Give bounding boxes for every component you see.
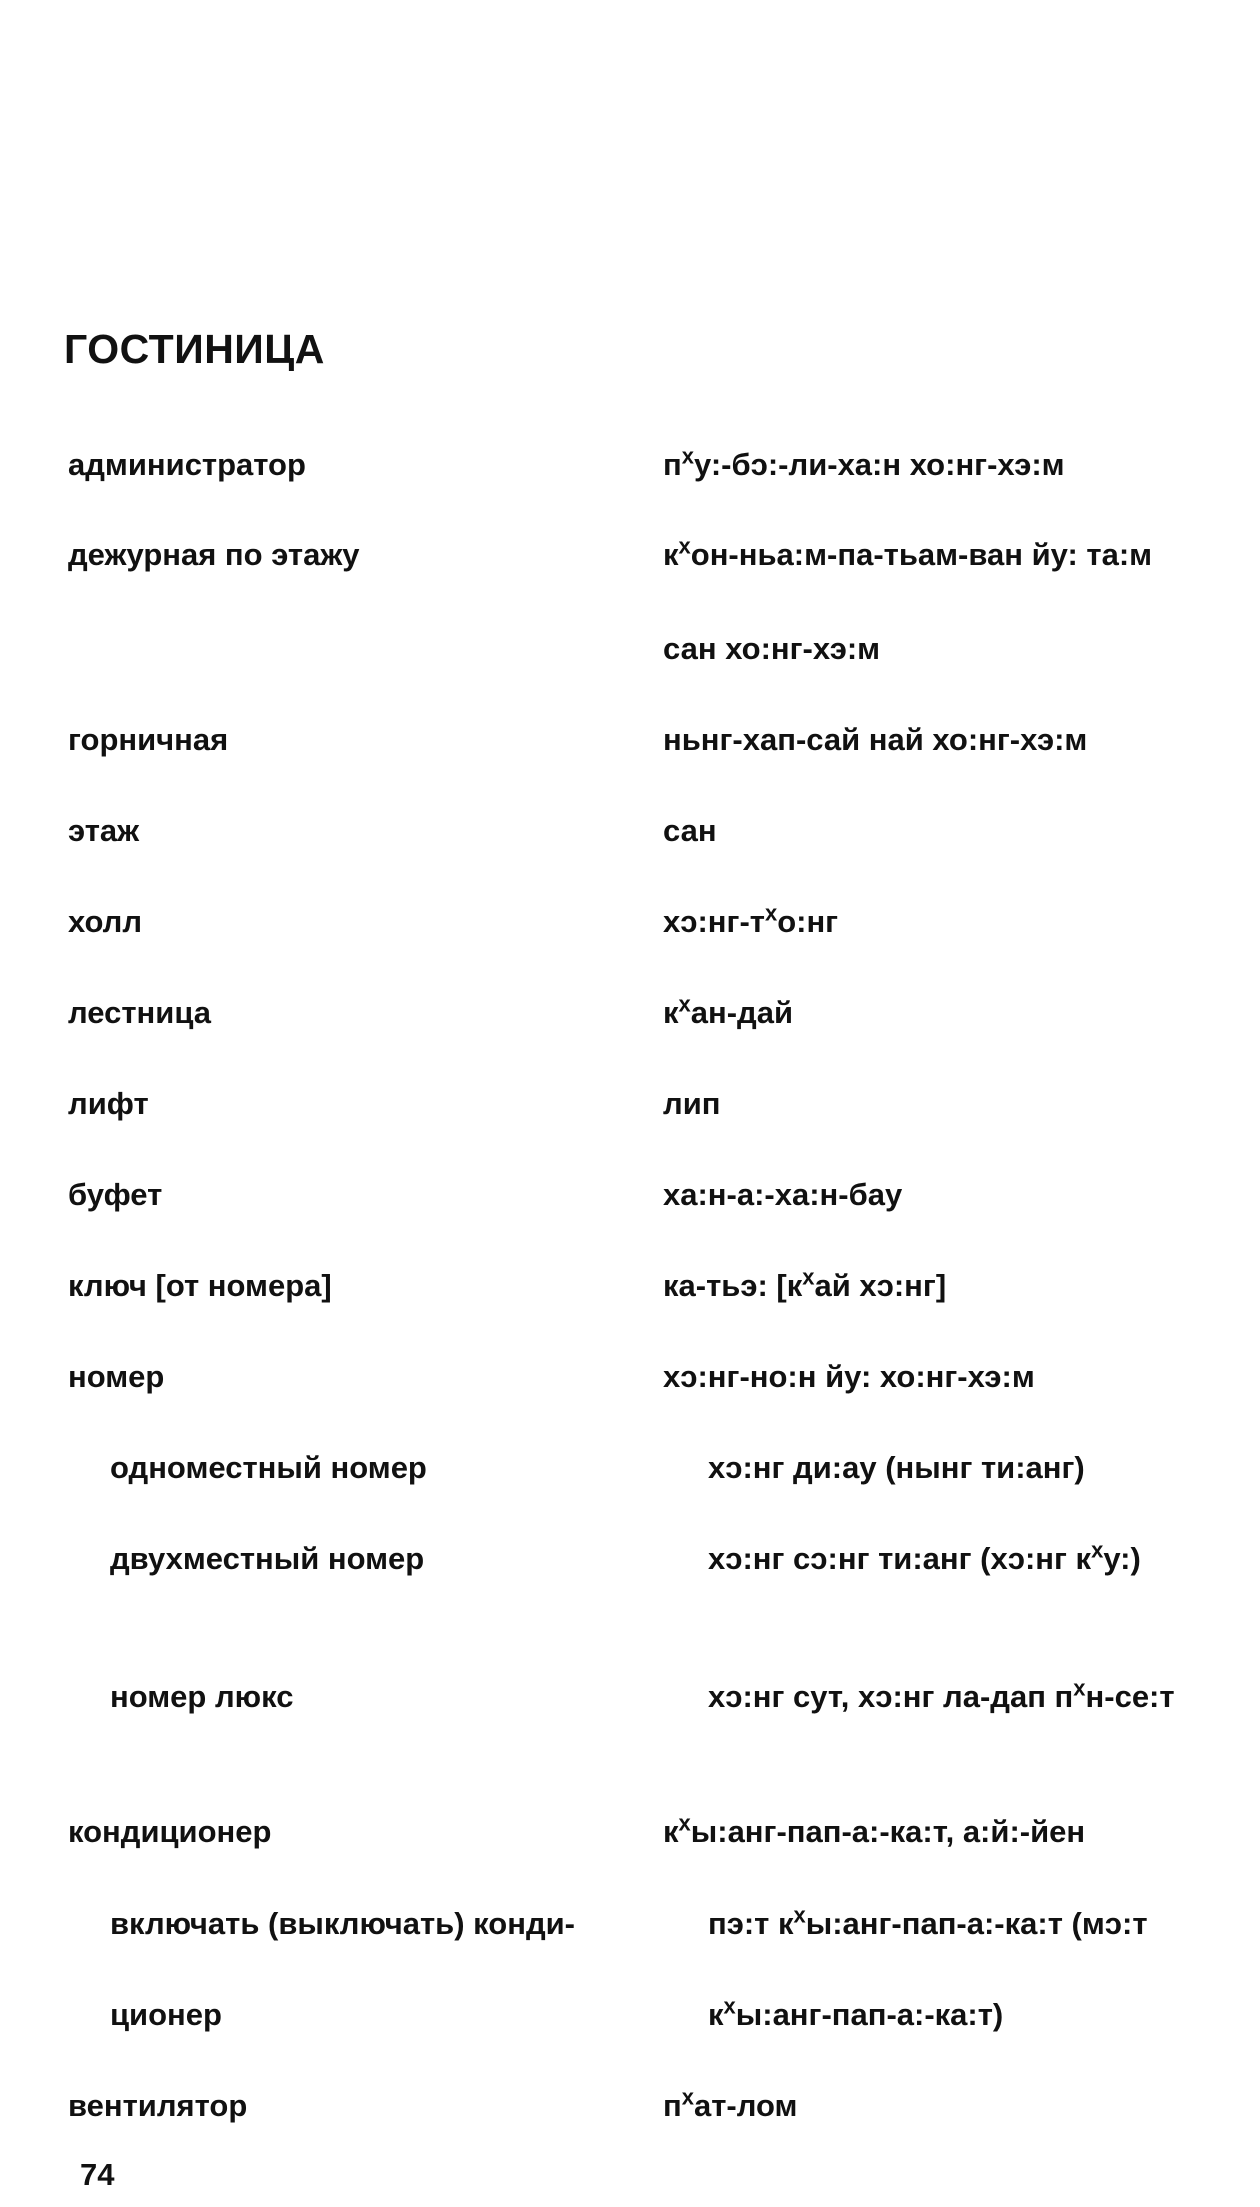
term: буфет [68, 1177, 163, 1212]
transcription: ньнг-хап-сай най хо:нг-хэ:м [663, 722, 1088, 757]
transcription: $хɔ:нг-т^xо:нг$ [663, 900, 839, 939]
transcription: хɔ:нг ди:ау (нынг ти:анг) [708, 1450, 1085, 1485]
transcription: сан хо:нг-хэ:м [663, 631, 881, 666]
page-number: 74 [80, 2157, 115, 2192]
section-heading: ГОСТИНИЦА [64, 326, 325, 372]
transcription: $к^xон-ньа:м-па-тьам$-ван йу: та:м [663, 533, 1153, 572]
transcription: $к^xан$-дай [663, 991, 794, 1030]
transcription: хɔ:нг сɔ:нг ти:анг (хɔ:нг $к^xу$:) [708, 1537, 1141, 1576]
term: этаж [68, 813, 140, 848]
term: ключ [от номера] [68, 1268, 332, 1303]
term: горничная [68, 722, 229, 757]
transcription: $п^xат$-лом [663, 2084, 798, 2123]
transcription: $к^xы:анг-пап-а:-ка:т$, а:й:-йен [663, 1810, 1086, 1849]
transcription: $п^xу:-бɔ:-ли-ха:н$ хо:нг-хэ:м [663, 443, 1065, 482]
transcription: сан [663, 813, 717, 848]
transcription: хɔ:нг сут, хɔ:нг ла-дап $п^xн-се:т$ [708, 1675, 1175, 1714]
term: администратор [68, 447, 306, 482]
transcription: лип [663, 1086, 721, 1121]
transcription: пэ:т $к^xы:анг-пап-а:-ка:т$ (мɔ:т [708, 1902, 1148, 1941]
transcription: $к^xы:анг-пап-а:-ка:т$) [708, 1993, 1004, 2032]
term: холл [68, 904, 143, 939]
term: кондиционер [68, 1814, 272, 1849]
term: одноместный номер [110, 1450, 427, 1485]
transcription: ха:н-а:-ха:н-бау [663, 1177, 903, 1212]
term: лифт [68, 1086, 149, 1121]
transcription: ка-тьэ: [$к^xай$ хɔ:нг] [663, 1264, 947, 1303]
term: двухместный номер [110, 1541, 425, 1576]
transcription: хɔ:нг-но:н йу: хо:нг-хэ:м [663, 1359, 1035, 1394]
term: номер люкс [110, 1679, 294, 1714]
term: вентилятор [68, 2088, 248, 2123]
term: ционер [110, 1997, 222, 2032]
term: лестница [68, 995, 211, 1030]
term: дежурная по этажу [68, 537, 360, 572]
term: включать (выключать) конди- [110, 1906, 575, 1941]
term: номер [68, 1359, 165, 1394]
